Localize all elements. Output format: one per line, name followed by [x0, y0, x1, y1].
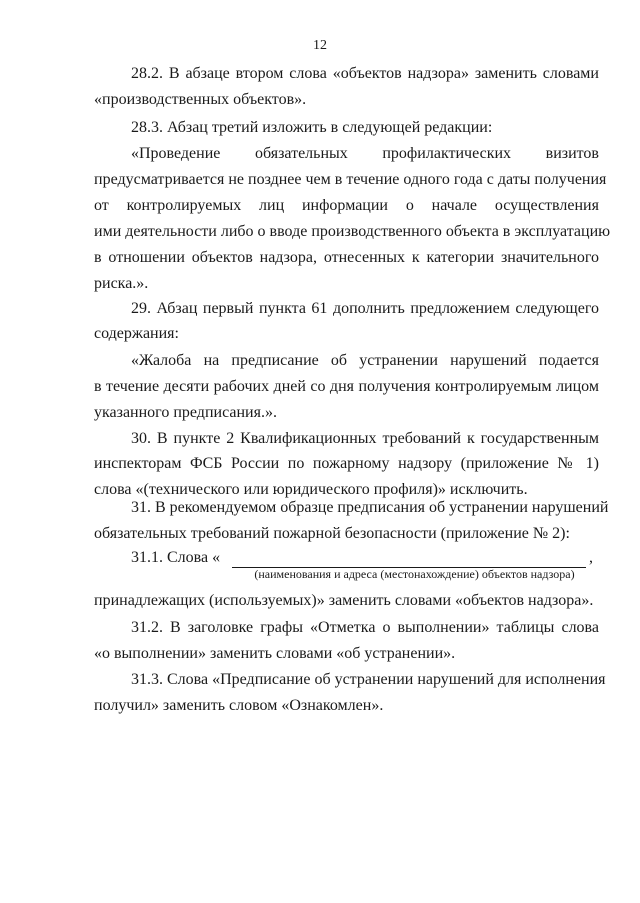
paragraph-29-line-2: содержания: [94, 325, 179, 342]
paragraph-29-line-1: 29. Абзац первый пункта 61 дополнить предложением следующего [131, 300, 599, 317]
paragraph-31-1-start: 31.1. Слова « [131, 549, 221, 566]
quote-word: о [405, 197, 414, 214]
paragraph-31-2-line-1: 31.2. В заголовке графы «Отметка о выполнении» таблицы слова [131, 619, 599, 636]
paragraph-31-2-line-2: «о выполнении» заменить словами «об устранении». [94, 645, 456, 662]
quote-word: от [94, 197, 109, 214]
quote-line-4: ими деятельности либо о вводе производственного объекта в эксплуатацию [94, 223, 611, 240]
quote-word: профилактических [382, 145, 512, 162]
paragraph-31-1-end: принадлежащих (используемых)» заменить словами «объектов надзора». [94, 592, 594, 609]
quote-word: обязательных [254, 145, 348, 162]
paragraph-28-3: 28.3. Абзац третий изложить в следующей редакции: [131, 119, 493, 136]
quote-word: «Проведение [131, 145, 221, 162]
underline-comma: , [589, 549, 593, 566]
quote-line-6: риска.». [94, 275, 149, 292]
paragraph-31-line-2: обязательных требований пожарной безопасности (приложение № 2): [94, 525, 570, 542]
paragraph-31-3-line-1: 31.3. Слова «Предписание об устранении нарушений для исполнения [131, 671, 606, 688]
quote-line-3 [94, 196, 599, 216]
paragraph-28-2-line-2: «производственных объектов». [94, 91, 307, 108]
complaint-line-2: в течение десяти рабочих дней со дня получения контролируемым лицом [94, 378, 599, 395]
quote-word: информации [301, 197, 388, 214]
paragraph-30-line-2: инспекторам ФСБ России по пожарному надзору (приложение № 1) [94, 455, 599, 472]
quote-word: осуществления [494, 197, 599, 214]
complaint-line-3: указанного предписания.». [94, 404, 277, 421]
quote-word: визитов [545, 145, 599, 162]
paragraph-30-line-3: слова «(технического или юридического профиля)» исключить. [94, 481, 528, 498]
paragraph-28-2-line-1: 28.2. В абзаце втором слова «объектов надзора» заменить словами [131, 65, 599, 82]
quote-line-1 [131, 144, 599, 164]
quote-word: лиц [259, 197, 285, 214]
page-number: 12 [313, 38, 327, 53]
paragraph-30-line-1: 30. В пункте 2 Квалификационных требований к государственным [131, 430, 599, 447]
quote-word: контролируемых [126, 197, 242, 214]
quote-line-2: предусматривается не позднее чем в течение одного года с даты получения [94, 171, 607, 188]
quote-line-5: в отношении объектов надзора, отнесенных к категории значительного [94, 249, 599, 266]
quote-word: начале [431, 197, 478, 214]
complaint-line-1: «Жалоба на предписание об устранении нарушений подается [131, 352, 599, 369]
paragraph-31-line-1: 31. В рекомендуемом образце предписания об устранении нарушений [131, 499, 609, 516]
paragraph-31-3-line-2: получил» заменить словом «Ознакомлен». [94, 697, 384, 714]
underline-caption: (наименования и адреса (местонахождение) объектов надзора) [254, 567, 575, 581]
